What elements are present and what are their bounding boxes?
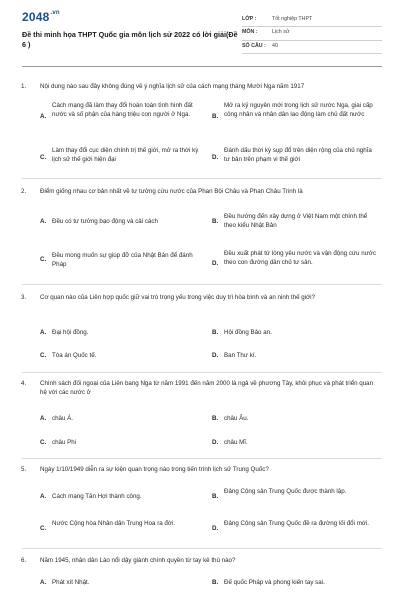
option-d[interactable]: Đánh dấu thời kỳ sụp đổ trên diện rộng của chủ nghĩa tư bản trên phạm vi thế giới <box>224 147 372 163</box>
option-letter: C. <box>40 525 47 532</box>
option-letter: B. <box>212 218 219 225</box>
option-letter: C. <box>40 154 47 161</box>
meta-value: Lịch sử <box>272 29 290 36</box>
option-letter: D. <box>212 352 219 359</box>
document-header <box>0 0 400 64</box>
option-d[interactable]: Ban Thư kí. <box>224 352 257 359</box>
question-number: 4. <box>21 380 27 387</box>
question-number: 2. <box>21 188 27 195</box>
meta-label: LỚP : <box>242 16 257 22</box>
option-letter: B. <box>212 113 219 120</box>
option-letter: C. <box>40 256 47 263</box>
question-text: Ngày 1/10/1949 diễn ra sự kiện quan trọng nào trong tiến trình lịch sử Trung Quốc? <box>40 466 269 473</box>
question-separator <box>22 178 382 179</box>
option-letter: A. <box>40 579 47 586</box>
option-b[interactable]: Đế quốc Pháp và phong kiến tay sai. <box>224 579 325 586</box>
question-number: 3. <box>21 294 27 301</box>
option-letter: A. <box>40 218 47 225</box>
option-b[interactable]: châu Âu. <box>224 415 249 422</box>
question-separator <box>22 458 382 459</box>
option-letter: D. <box>212 154 219 161</box>
question-number: 5. <box>21 466 27 473</box>
option-letter: A. <box>40 329 47 336</box>
option-a[interactable]: Cách mạng đã làm thay đổi hoàn toàn tình hình đất nước và số phận của hàng triệu con người ở Nga. <box>52 102 193 118</box>
question-separator <box>22 372 382 373</box>
meta-row-count <box>242 41 382 54</box>
question-text: Nội dung nào sau đây không đúng về ý nghĩa lịch sử của cách mạng tháng Mười Nga năm 1917 <box>40 83 305 90</box>
option-b[interactable]: Mở ra kỷ nguyên mới trong lịch sử nước Nga, giai cấp công nhân và nhân dân lao động làm chủ đất nước <box>224 102 373 118</box>
option-a[interactable]: châu Á. <box>52 415 73 422</box>
exam-meta <box>242 14 382 54</box>
question-text: Chính sách đối ngoại của Liên bang Nga từ năm 1991 đến năm 2000 là ngả về phương Tây, khôi phục và phát triển quan hệ với các nước ở <box>40 380 374 396</box>
meta-label: SỐ CÂU : <box>242 42 266 49</box>
option-letter: D. <box>212 525 219 532</box>
option-c[interactable]: Nước Cộng hòa Nhân dân Trung Hoa ra đời. <box>52 520 176 527</box>
option-letter: B. <box>212 579 219 586</box>
option-d[interactable]: Đảng Cộng sản Trung Quốc đề ra đường lối đổi mới. <box>224 520 370 527</box>
option-d[interactable]: châu Mĩ. <box>224 439 248 446</box>
option-c[interactable]: châu Phi <box>52 439 77 446</box>
option-letter: A. <box>40 415 47 422</box>
option-letter: B. <box>212 493 219 500</box>
question-number: 1. <box>21 83 27 90</box>
option-letter: D. <box>212 260 219 267</box>
option-a[interactable]: Cách mạng Tân Hợi thành công. <box>52 493 142 500</box>
question-separator <box>22 548 382 549</box>
option-letter: A. <box>40 493 47 500</box>
header-divider <box>22 66 382 67</box>
option-a[interactable]: Phát xít Nhật. <box>52 579 90 586</box>
option-letter: B. <box>212 415 219 422</box>
option-b[interactable]: Hội đồng Bảo an. <box>224 329 272 336</box>
question-separator <box>22 284 382 285</box>
logo-text: 2048 <box>22 10 50 24</box>
option-letter: C. <box>40 439 47 446</box>
question-number: 6. <box>21 557 27 564</box>
option-b[interactable]: Đều hướng đến xây dựng ở Việt Nam một chính thể theo kiểu Nhật Bản <box>224 213 368 229</box>
option-b[interactable]: Đảng Cộng sản Trung Quốc được thành lập. <box>224 488 347 495</box>
question-text: Cơ quan nào của Liên hợp quốc giữ vai trò trọng yếu trong việc duy trì hòa bình và an ninh thế giới? <box>40 294 315 301</box>
option-c[interactable]: Làm thay đổi cục diện chính trị thế giới, mở ra thời kỳ lịch sử thế giới hiện đại <box>52 147 199 163</box>
meta-label: MÔN : <box>242 29 258 36</box>
option-letter: C. <box>40 352 47 359</box>
meta-value: 40 <box>272 42 278 49</box>
option-a[interactable]: Đại hội đồng. <box>52 329 89 336</box>
meta-row-subject <box>242 27 382 40</box>
meta-row-class <box>242 14 382 27</box>
option-a[interactable]: Đều có tư tưởng bạo động và cải cách <box>52 218 158 225</box>
question-text: Điểm giống nhau cơ bản nhất về tư tưởng cứu nước của Phan Bội Châu và Phan Châu Trinh là <box>40 188 303 195</box>
option-d[interactable]: Đều xuất phát từ lòng yêu nước và vận động cứu nước theo con đường dân chủ tư sản. <box>224 250 376 266</box>
option-c[interactable]: Đều mong muốn sự giúp đỡ của Nhật Bản để đánh Pháp <box>52 252 193 268</box>
document-title: Đề thi minh họa THPT Quốc gia môn lịch sử 2022 có lời giải(Đề 6 ) <box>22 30 238 49</box>
meta-value: Tốt nghiệp THPT <box>272 16 313 22</box>
option-letter: D. <box>212 439 219 446</box>
option-c[interactable]: Tòa án Quốc tế. <box>52 352 97 359</box>
option-letter: B. <box>212 329 219 336</box>
question-text: Năm 1945, nhân dân Lào nổi dậy giành chính quyền từ tay kẻ thù nào? <box>40 557 236 564</box>
logo-suffix: .vn <box>50 10 60 16</box>
option-letter: A. <box>40 113 47 120</box>
